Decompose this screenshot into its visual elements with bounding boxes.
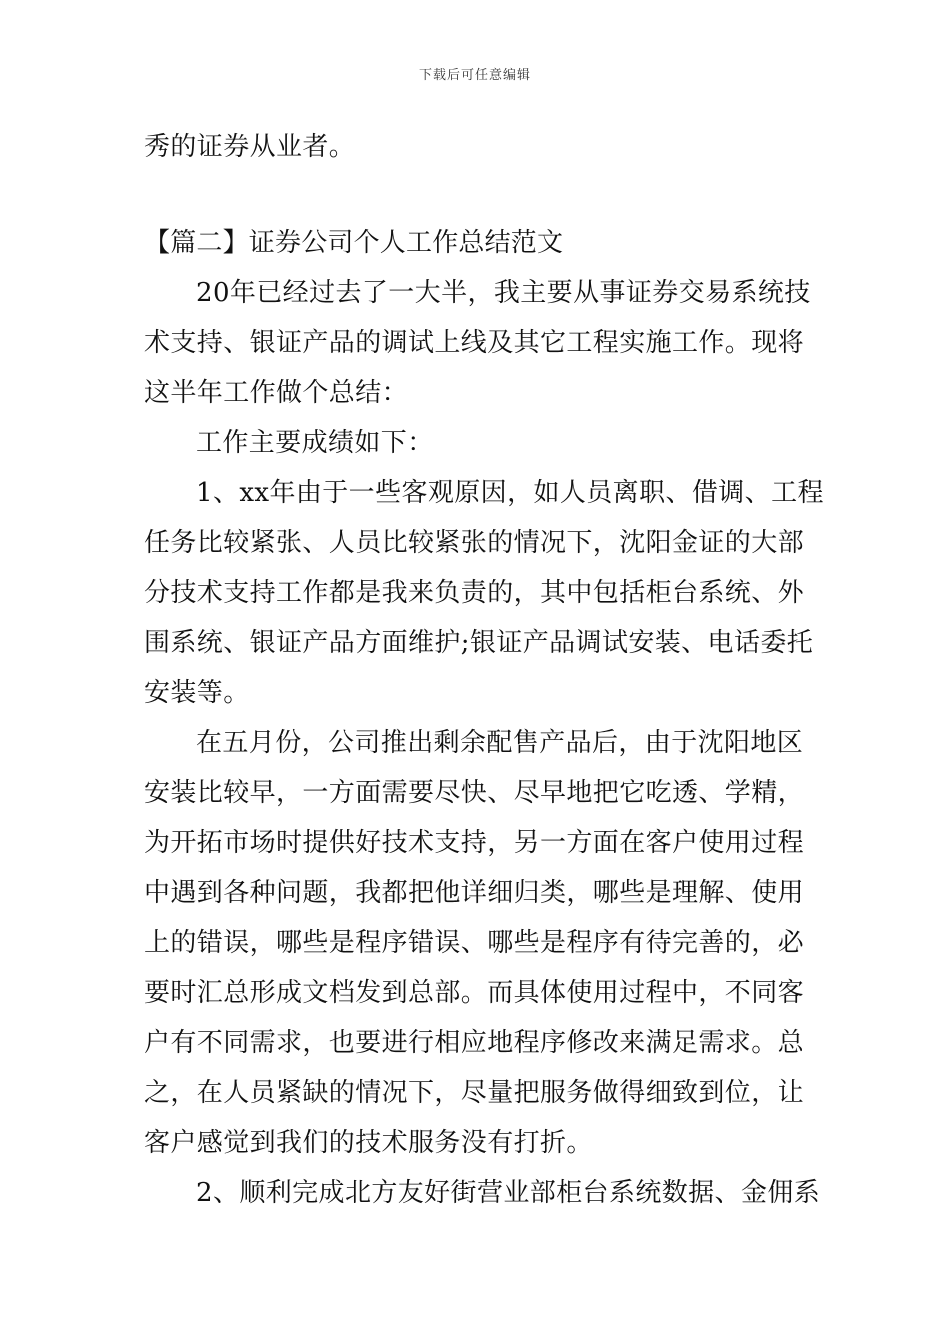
paragraph-line: 工作主要成绩如下： bbox=[196, 428, 434, 458]
paragraph-line: 之，在人员紧缺的情况下，尽量把服务做得细致到位，让 bbox=[144, 1078, 805, 1108]
paragraph-line: 2、顺利完成北方友好街营业部柜台系统数据、金佣系 bbox=[196, 1178, 821, 1208]
paragraph-line: 术支持、银证产品的调试上线及其它工程实施工作。现将 bbox=[144, 328, 805, 358]
paragraph-summary-intro bbox=[144, 268, 811, 418]
document-body bbox=[144, 122, 824, 1218]
paragraph-line: 要时汇总形成文档发到总部。而具体使用过程中，不同客 bbox=[144, 978, 805, 1008]
paragraph-line: 安装比较早，一方面需要尽快、尽早地把它吃透、学精， bbox=[144, 778, 805, 808]
paragraph-line: 这半年工作做个总结： bbox=[144, 378, 409, 408]
paragraph-line: 任务比较紧张、人员比较紧张的情况下，沈阳金证的大部 bbox=[144, 528, 805, 558]
paragraph-line: 分技术支持工作都是我来负责的，其中包括柜台系统、外 bbox=[144, 578, 805, 608]
previous-paragraph-tail: 秀的证券从业者。 bbox=[144, 132, 356, 162]
page-header-note: 下载后可任意编辑 bbox=[418, 68, 531, 83]
paragraph-line: 中遇到各种问题，我都把他详细归类，哪些是理解、使用 bbox=[144, 878, 805, 908]
paragraph-line: 客户感觉到我们的技术服务没有打折。 bbox=[144, 1128, 593, 1158]
paragraph-line: 安装等。 bbox=[144, 678, 250, 708]
section-spacer bbox=[144, 172, 808, 218]
paragraph-line: 为开拓市场时提供好技术支持，另一方面在客户使用过程 bbox=[144, 828, 805, 858]
section-title: 【篇二】证券公司个人工作总结范文 bbox=[144, 228, 564, 258]
paragraph-line: 在五月份，公司推出剩余配售产品后，由于沈阳地区 bbox=[196, 728, 804, 758]
paragraph-line: 1、xx年由于一些客观原因，如人员离职、借调、工程 bbox=[196, 478, 824, 508]
paragraph-line: 围系统、银证产品方面维护;银证产品调试安装、电话委托 bbox=[144, 628, 814, 658]
paragraph-achievements-heading bbox=[144, 418, 808, 468]
paragraph-may-details bbox=[144, 718, 808, 1168]
paragraph-item-1 bbox=[144, 468, 824, 718]
paragraph-line: 户有不同需求，也要进行相应地程序修改来满足需求。总 bbox=[144, 1028, 805, 1058]
paragraph-line: 上的错误，哪些是程序错误、哪些是程序有待完善的，必 bbox=[144, 928, 805, 958]
paragraph-item-2 bbox=[144, 1168, 821, 1218]
paragraph-line: 20年已经过去了一大半，我主要从事证券交易系统技 bbox=[196, 278, 811, 308]
